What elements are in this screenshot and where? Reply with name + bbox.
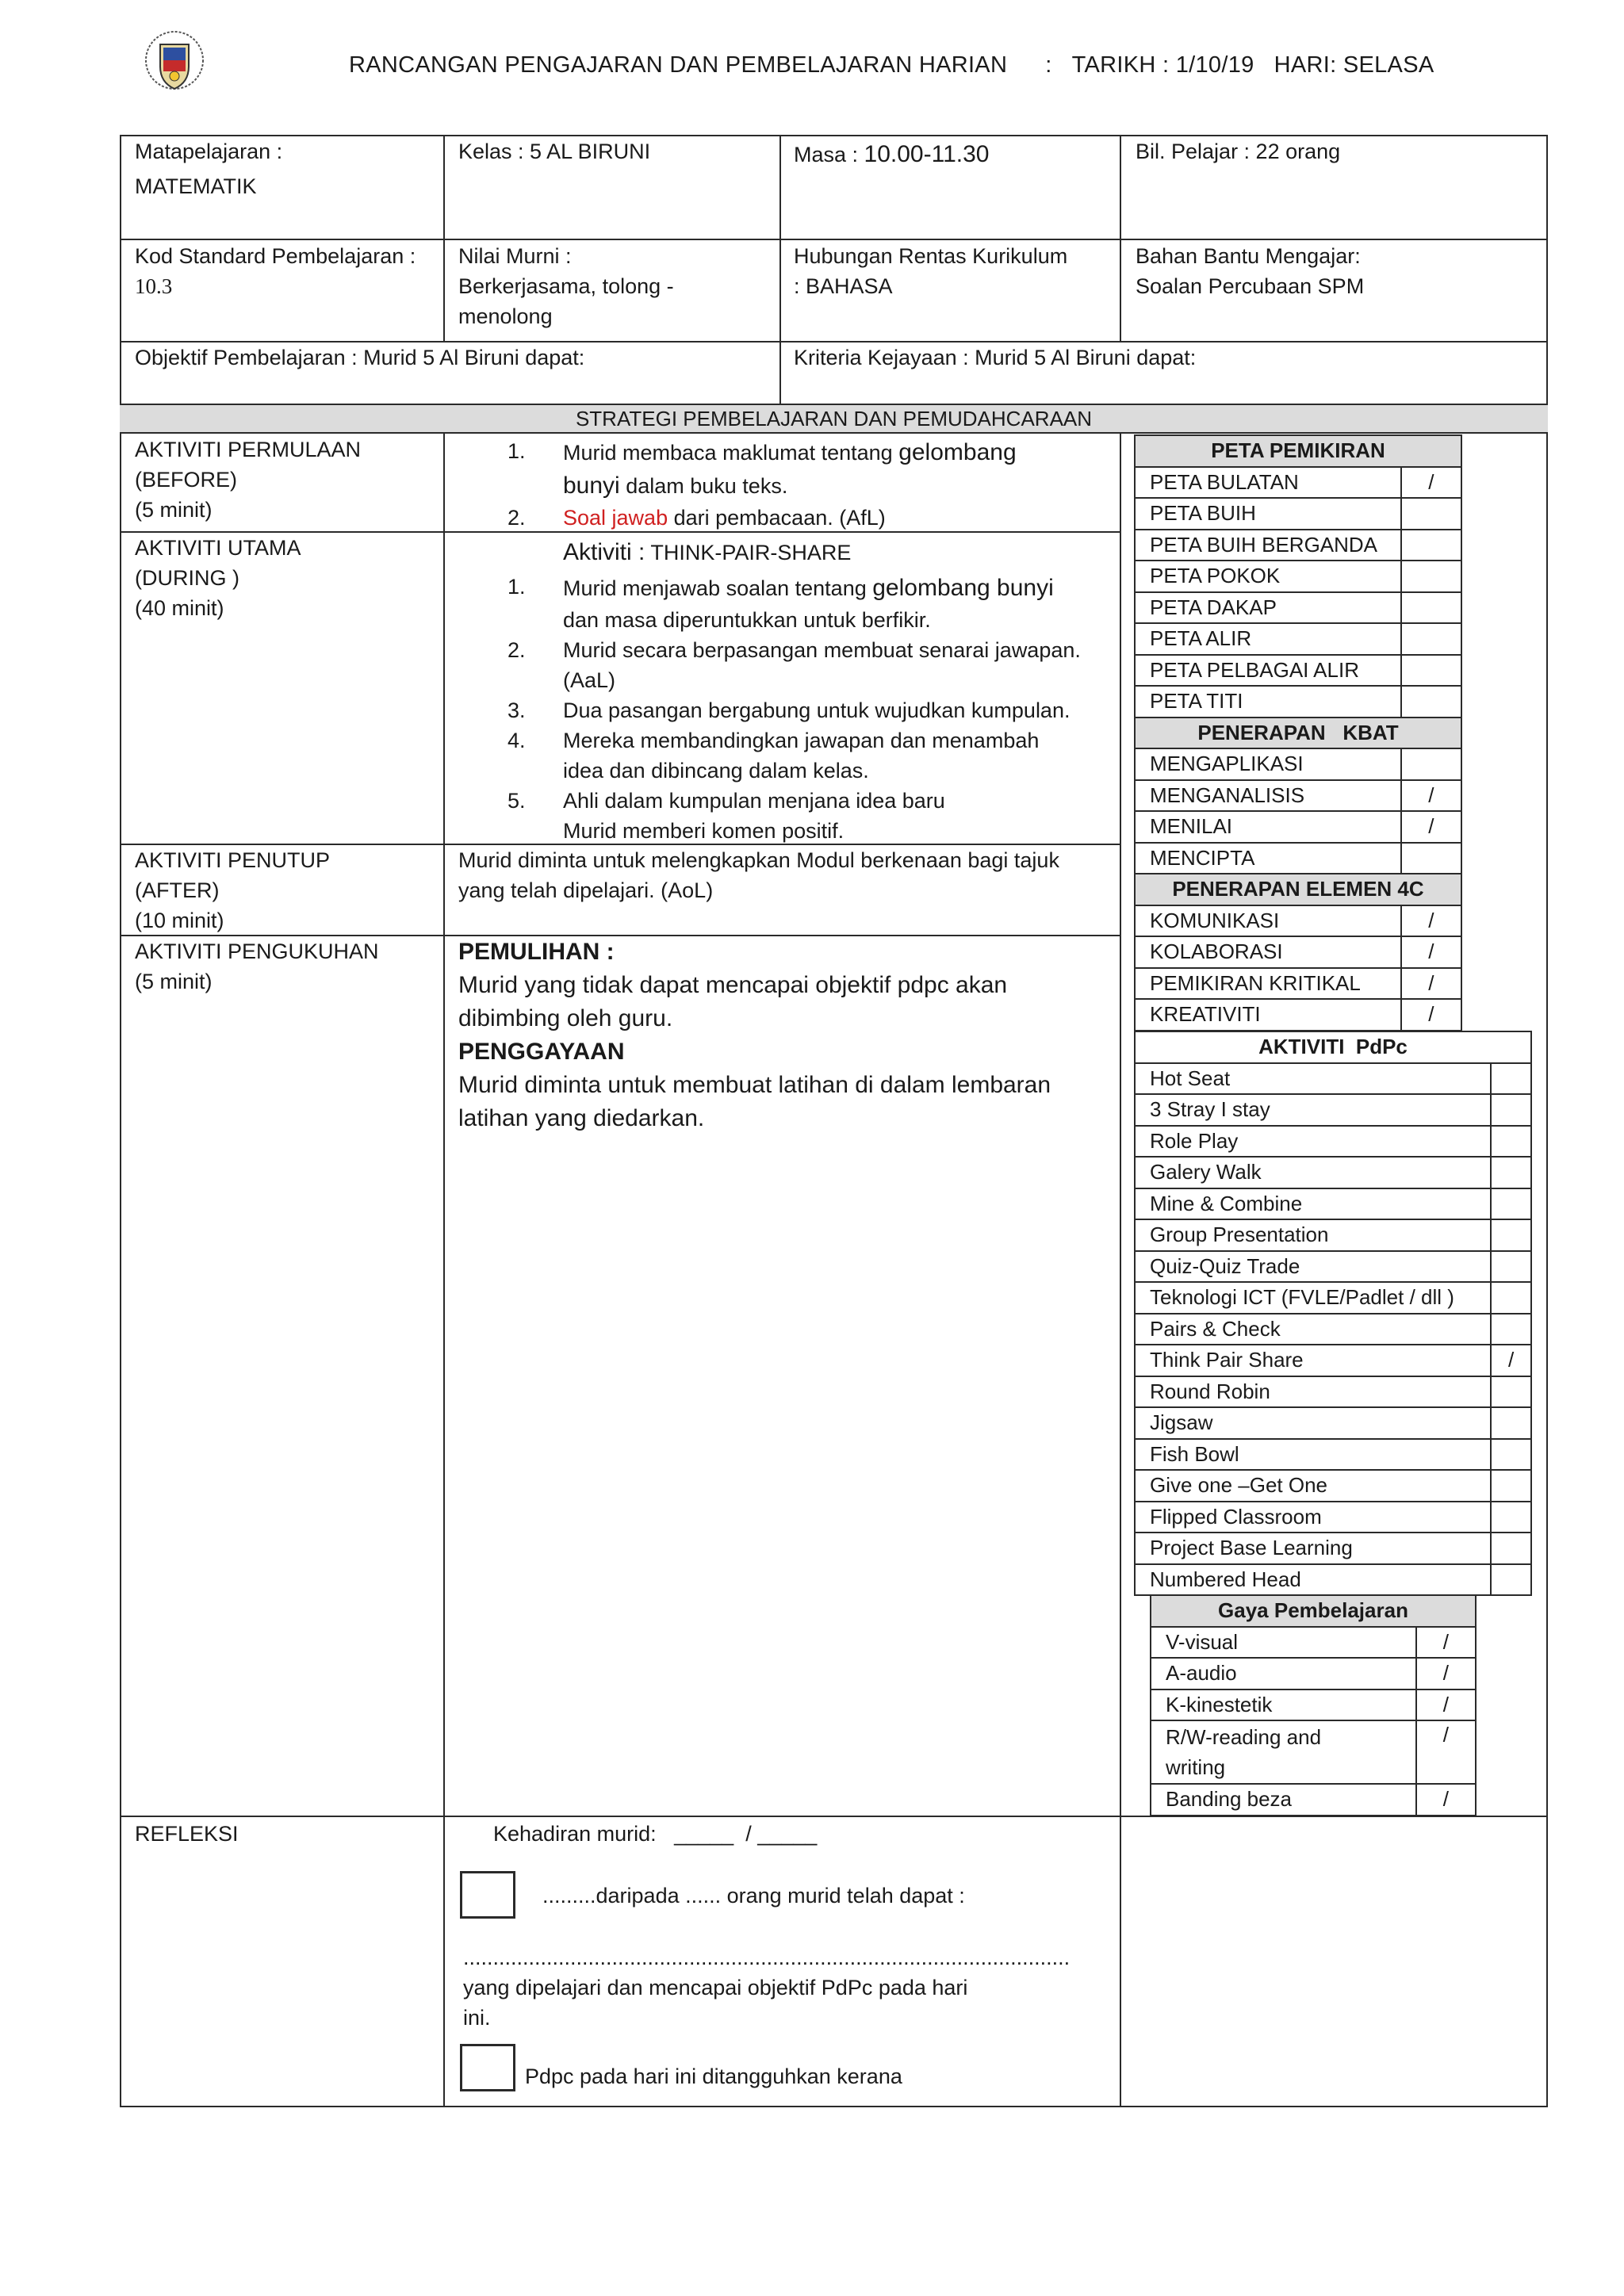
values-line1: Berkerjasama, tolong - (458, 274, 674, 298)
reflection-label: REFLEKSI (135, 1822, 239, 1846)
table-row (1135, 748, 1461, 780)
row-label: PETA BUIH (1135, 498, 1401, 530)
list-item (508, 436, 1118, 503)
row-label: K-kinestetik (1151, 1689, 1416, 1721)
row-mark[interactable]: / (1401, 780, 1461, 812)
frame-row1-bottom (120, 239, 1548, 240)
row-label: PEMIKIRAN KRITIKAL (1135, 968, 1401, 1000)
learning-styles-title: Gaya Pembelajaran (1151, 1595, 1476, 1627)
table-row (1135, 1126, 1531, 1158)
row-mark[interactable]: / (1401, 936, 1461, 968)
list-item-text-2: dalam buku teks. (619, 474, 788, 498)
row-mark[interactable] (1491, 1407, 1531, 1439)
header-separator: : (1045, 52, 1052, 78)
row-label: Fish Bowl (1135, 1439, 1491, 1471)
enrichment-label (135, 936, 379, 997)
row-label: Flipped Classroom (1135, 1502, 1491, 1533)
row-mark[interactable] (1401, 655, 1461, 687)
table-row (1135, 811, 1461, 843)
list-item-text: dari pembacaan. (AfL) (668, 506, 886, 530)
after-label-2: (AFTER) (135, 878, 220, 902)
row-label: Quiz-Quiz Trade (1135, 1251, 1491, 1283)
table-row (1135, 1470, 1531, 1502)
row-label: Pairs & Check (1135, 1314, 1491, 1345)
table-row (1135, 1314, 1531, 1345)
row-label-2: writing (1166, 1755, 1226, 1779)
remedial-text-2: dibimbing oleh guru. (458, 1005, 673, 1031)
during-label (135, 533, 301, 623)
table-row (1135, 1564, 1531, 1596)
row-mark[interactable] (1491, 1219, 1531, 1251)
table-row (1135, 1251, 1531, 1283)
table-row (1135, 530, 1461, 561)
list-item-text: Ahli dalam kumpulan menjana idea baru (563, 789, 945, 813)
row-mark[interactable] (1491, 1282, 1531, 1314)
row-mark[interactable]: / (1401, 968, 1461, 1000)
row-mark[interactable] (1491, 1533, 1531, 1564)
row-label: Role Play (1135, 1126, 1491, 1158)
page-header (349, 52, 1434, 78)
table-row (1135, 1094, 1531, 1126)
row-label: PETA BUIH BERGANDA (1135, 530, 1401, 561)
row-mark[interactable] (1401, 592, 1461, 624)
strategy-title: STRATEGI PEMBELAJARAN DAN PEMUDAHCARAAN (120, 404, 1548, 434)
table-row (1135, 843, 1461, 874)
row-label: Project Base Learning (1135, 1533, 1491, 1564)
before-list (508, 436, 1118, 533)
table-row (1135, 936, 1461, 968)
row-mark[interactable] (1491, 1094, 1531, 1126)
enrichment-title: PENGGAYAAN (458, 1039, 625, 1065)
kbat-title: PENERAPAN KBAT (1135, 718, 1461, 749)
enrichment-label-1: AKTIVITI PENGUKUHAN (135, 939, 379, 963)
row-mark[interactable] (1491, 1376, 1531, 1408)
row-label: MENGAPLIKASI (1135, 748, 1401, 780)
students-count: Bil. Pelajar : 22 orang (1136, 140, 1341, 163)
row-label: Think Pair Share (1135, 1345, 1491, 1376)
after-text-2: yang telah dipelajari. (AoL) (458, 878, 714, 902)
header-day: HARI: SELASA (1274, 52, 1434, 78)
list-item-number: 1. (508, 575, 526, 599)
row-mark[interactable]: / (1401, 999, 1461, 1031)
table-row (1151, 1720, 1476, 1784)
after-label-1: AKTIVITI PENUTUP (135, 848, 331, 872)
remedial-text-1: Murid yang tidak dapat mencapai objektif pdpc akan (458, 972, 1008, 998)
page-title: RANCANGAN PENGAJARAN DAN PEMBELAJARAN HARIAN (349, 52, 1008, 78)
thinking-maps-title: PETA PEMIKIRAN (1135, 435, 1461, 467)
list-item-text-2: Murid memberi komen positif. (563, 819, 845, 843)
row-label: V-visual (1151, 1627, 1416, 1659)
row-label: Group Presentation (1135, 1219, 1491, 1251)
list-item-number: 2. (508, 506, 526, 530)
learning-objective: Objektif Pembelajaran : Murid 5 Al Biruni dapat: (135, 346, 585, 369)
table-row (1135, 1345, 1531, 1376)
row-label: PETA TITI (1135, 686, 1401, 718)
remedial-block (458, 936, 1051, 1135)
list-item-text: Murid menjawab soalan tentang (563, 576, 873, 600)
values-label: Nilai Murni : (458, 244, 572, 268)
table-row (1151, 1784, 1476, 1816)
during-title-label: Aktiviti : (563, 539, 645, 565)
list-item (508, 635, 1118, 695)
row-label: 3 Stray I stay (1135, 1094, 1491, 1126)
reflection-line1: .........daripada ...... orang murid telah dapat : (542, 1884, 965, 1908)
during-title (563, 536, 851, 569)
table-row (1135, 686, 1461, 718)
list-item-keyword: gelombang bunyi (872, 575, 1054, 601)
row-mark[interactable]: / (1491, 1345, 1531, 1376)
row-mark[interactable]: / (1416, 1784, 1476, 1816)
row-label: MENGANALISIS (1135, 780, 1401, 812)
before-label (135, 434, 361, 525)
row-mark[interactable] (1491, 1564, 1531, 1596)
table-row (1135, 1063, 1531, 1095)
row-mark[interactable] (1401, 686, 1461, 718)
row-mark[interactable] (1491, 1314, 1531, 1345)
postponed-checkbox[interactable] (460, 2044, 515, 2091)
table-row (1135, 780, 1461, 812)
during-list (508, 572, 1118, 846)
frame-col-c (1120, 135, 1121, 342)
class-label: Kelas : 5 AL BIRUNI (458, 140, 651, 163)
row-label: A-audio (1151, 1658, 1416, 1689)
table-row (1135, 999, 1461, 1031)
row-label: KREATIVITI (1135, 999, 1401, 1031)
table-row (1151, 1627, 1476, 1659)
table-row (1151, 1689, 1476, 1721)
before-label-3: (5 minit) (135, 498, 213, 522)
row-mark[interactable] (1491, 1502, 1531, 1533)
list-item-text-2: dan masa diperuntukkan untuk berfikir. (563, 608, 931, 632)
postponed-line: Pdpc pada hari ini ditangguhkan kerana (525, 2064, 902, 2088)
row-mark[interactable] (1491, 1470, 1531, 1502)
list-item-number: 1. (508, 439, 526, 463)
row-label-multiline (1151, 1720, 1416, 1784)
during-title-method: THINK-PAIR-SHARE (645, 541, 852, 564)
c4-title: PENERAPAN ELEMEN 4C (1135, 874, 1461, 905)
achieved-checkbox[interactable] (460, 1871, 515, 1919)
row-label: Numbered Head (1135, 1564, 1491, 1596)
table-row (1135, 1188, 1531, 1220)
row-mark[interactable] (1401, 498, 1461, 530)
row-mark[interactable] (1401, 623, 1461, 655)
list-item (508, 725, 1118, 786)
table-row (1135, 498, 1461, 530)
list-item-text-2: (AaL) (563, 668, 616, 692)
list-item-number: 4. (508, 729, 526, 752)
row-label: Banding beza (1151, 1784, 1416, 1816)
row-mark[interactable] (1401, 748, 1461, 780)
row-label: PETA POKOK (1135, 561, 1401, 592)
table-row (1135, 1407, 1531, 1439)
table-row (1135, 592, 1461, 624)
list-item-text: Dua pasangan bergabung untuk wujudkan kumpulan. (563, 698, 1071, 722)
before-label-1: AKTIVITI PERMULAAN (135, 438, 362, 461)
table-row (1135, 968, 1461, 1000)
frame-col-a-lower (443, 434, 445, 2107)
list-item-text: Mereka membandingkan jawapan dan menambah (563, 729, 1040, 752)
list-item-text: Murid membaca maklumat tentang (563, 441, 899, 465)
list-item-text-2: idea dan dibincang dalam kelas. (563, 759, 869, 783)
table-row (1135, 655, 1461, 687)
success-criteria: Kriteria Kejayaan : Murid 5 Al Biruni dapat: (794, 346, 1197, 369)
row-label: R/W-reading and (1166, 1725, 1322, 1749)
reflection-line2: yang dipelajari dan mencapai objektif PdPc pada hari (463, 1976, 968, 1999)
pdpc-activities-table (1134, 1031, 1532, 1596)
row-label: PETA ALIR (1135, 623, 1401, 655)
attendance-line: Kehadiran murid: _____ / _____ (493, 1822, 818, 1846)
row-mark[interactable]: / (1401, 905, 1461, 937)
reflection-line3: ini. (463, 2006, 491, 2030)
table-row (1135, 1282, 1531, 1314)
after-label-3: (10 minit) (135, 909, 224, 932)
cross-curriculum-value: : BAHASA (794, 274, 893, 298)
during-label-2: (DURING ) (135, 566, 239, 590)
table-row (1135, 467, 1461, 499)
table-row (1151, 1658, 1476, 1689)
row-label: Mine & Combine (1135, 1188, 1491, 1220)
row-label: KOLABORASI (1135, 936, 1401, 968)
row-mark[interactable] (1491, 1157, 1531, 1188)
during-label-1: AKTIVITI UTAMA (135, 536, 301, 560)
row-mark[interactable] (1401, 530, 1461, 561)
after-text-1: Murid diminta untuk melengkapkan Modul berkenaan bagi tajuk (458, 848, 1059, 872)
row-label: PETA DAKAP (1135, 592, 1401, 624)
pdpc-title: AKTIVITI PdPc (1135, 1031, 1531, 1063)
row-mark[interactable] (1491, 1251, 1531, 1283)
row-label: PETA PELBAGAI ALIR (1135, 655, 1401, 687)
cross-curriculum-label: Hubungan Rentas Kurikulum (794, 244, 1068, 268)
frame-bottom (120, 2106, 1548, 2107)
during-label-3: (40 minit) (135, 596, 224, 620)
list-item-number: 3. (508, 698, 526, 722)
row-label: Galery Walk (1135, 1157, 1491, 1188)
table-row (1135, 1439, 1531, 1471)
row-mark[interactable] (1401, 843, 1461, 874)
list-item (508, 695, 1118, 725)
materials-label: Bahan Bantu Mengajar: (1136, 244, 1361, 268)
list-item-keyword: gelombang (898, 439, 1017, 465)
list-item (508, 503, 1118, 533)
table-row (1135, 1533, 1531, 1564)
row-mark[interactable]: / (1401, 811, 1461, 843)
time-field (794, 138, 989, 171)
frame-col-c-lower (1120, 434, 1121, 2107)
time-label: Masa : (794, 143, 859, 166)
row-label: Hot Seat (1135, 1063, 1491, 1095)
table-row (1135, 905, 1461, 937)
row-mark[interactable]: / (1416, 1658, 1476, 1689)
table-row (1135, 1502, 1531, 1533)
list-item-highlight: Soal jawab (563, 506, 668, 530)
row-label: MENILAI (1135, 811, 1401, 843)
row-label: Round Robin (1135, 1376, 1491, 1408)
remedial-title: PEMULIHAN : (458, 939, 615, 965)
row-label: Jigsaw (1135, 1407, 1491, 1439)
enrichment-text-1: Murid diminta untuk membuat latihan di dalam lembaran (458, 1072, 1051, 1098)
table-row (1135, 1376, 1531, 1408)
list-item-keyword-2: bunyi (563, 473, 620, 499)
row-mark[interactable] (1491, 1439, 1531, 1471)
row-mark[interactable] (1401, 561, 1461, 592)
subject-label: Matapelajaran : (135, 140, 283, 163)
table-row (1135, 1219, 1531, 1251)
list-item-number: 2. (508, 638, 526, 662)
after-label (135, 845, 330, 936)
row-label: PETA BULATAN (1135, 467, 1401, 499)
list-item (508, 786, 1118, 846)
row-mark[interactable]: / (1401, 467, 1461, 499)
materials-value: Soalan Percubaan SPM (1136, 274, 1365, 298)
time-value: 10.00-11.30 (864, 141, 990, 167)
list-item-text: Murid secara berpasangan membuat senarai jawapan. (563, 638, 1081, 662)
row-mark[interactable]: / (1416, 1720, 1476, 1784)
row-label: Teknologi ICT (FVLE/Padlet / dll ) (1135, 1282, 1491, 1314)
table-row (1135, 623, 1461, 655)
list-item-number: 5. (508, 789, 526, 813)
enrichment-label-2: (5 minit) (135, 970, 213, 993)
row-label: Give one –Get One (1135, 1470, 1491, 1502)
row-mark[interactable]: / (1416, 1689, 1476, 1721)
row-mark[interactable]: / (1416, 1627, 1476, 1659)
table-row (1135, 1157, 1531, 1188)
thinking-maps-table (1134, 434, 1462, 1031)
row-label: MENCIPTA (1135, 843, 1401, 874)
standard-label: Kod Standard Pembelajaran : (135, 244, 416, 268)
standard-value: 10.3 (135, 274, 173, 298)
row-label: KOMUNIKASI (1135, 905, 1401, 937)
before-label-2: (BEFORE) (135, 468, 238, 492)
reflection-dots: ...................................................................................................... (463, 1946, 1071, 1969)
frame-col-a (443, 135, 445, 342)
enrichment-text-2: latihan yang diedarkan. (458, 1105, 705, 1131)
list-item (508, 572, 1118, 635)
row-mark[interactable] (1491, 1063, 1531, 1095)
frame-col-b (779, 135, 781, 405)
after-text (458, 845, 1059, 905)
row-mark[interactable] (1491, 1188, 1531, 1220)
school-crest-logo (143, 27, 206, 98)
table-row (1135, 561, 1461, 592)
values-line2: menolong (458, 304, 553, 328)
header-date: TARIKH : 1/10/19 (1071, 52, 1254, 78)
subject-value: MATEMATIK (135, 174, 257, 198)
row-mark[interactable] (1491, 1126, 1531, 1158)
learning-styles-table (1150, 1594, 1477, 1816)
